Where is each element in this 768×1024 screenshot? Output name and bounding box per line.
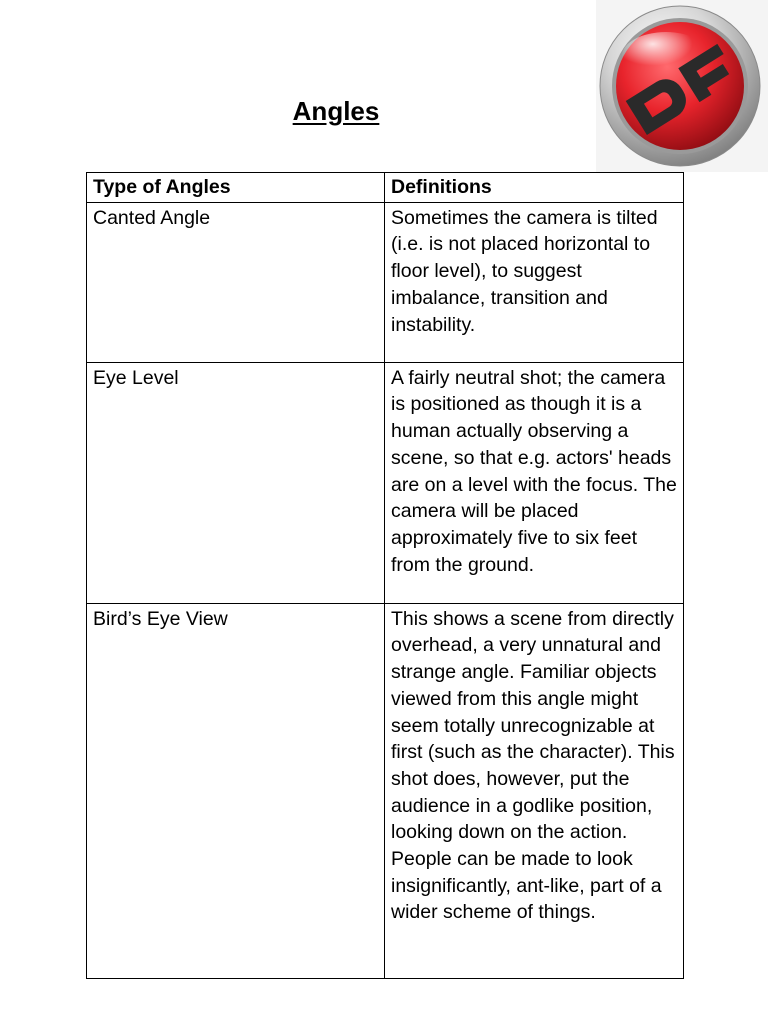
angle-type-cell: Bird’s Eye View (87, 603, 385, 978)
page-title: Angles (292, 96, 380, 126)
angle-definition-cell: A fairly neutral shot; the camera is positioned as though it is a human actually observing a scene, so that e.g. actors' heads are on a level with the focus. The camera will be placed approximately five to six feet from the ground. (385, 362, 684, 603)
table-row (87, 202, 684, 362)
angle-definition-cell: This shows a scene from directly overhead, a very unnatural and strange angle. Familiar objects viewed from this angle might seem totally unrecognizable at first (such as the character). This shot does, however, put the audience in a godlike position, looking down on the action. People can be made to look insignificantly, ant-like, part of a wider scheme of things. (385, 603, 684, 978)
angle-type-cell: Eye Level (87, 362, 385, 603)
angle-type-cell: Canted Angle (87, 202, 385, 362)
angles-table (86, 172, 684, 979)
header-type-of-angles: Type of Angles (87, 173, 385, 203)
angle-definition-cell: Sometimes the camera is tilted (i.e. is not placed horizontal to floor level), to suggest imbalance, transition and instability. (385, 202, 684, 362)
table-row (87, 362, 684, 603)
table-row (87, 603, 684, 978)
table-header-row (87, 173, 684, 203)
df-logo-icon (596, 0, 768, 172)
header-definitions: Definitions (385, 173, 684, 203)
